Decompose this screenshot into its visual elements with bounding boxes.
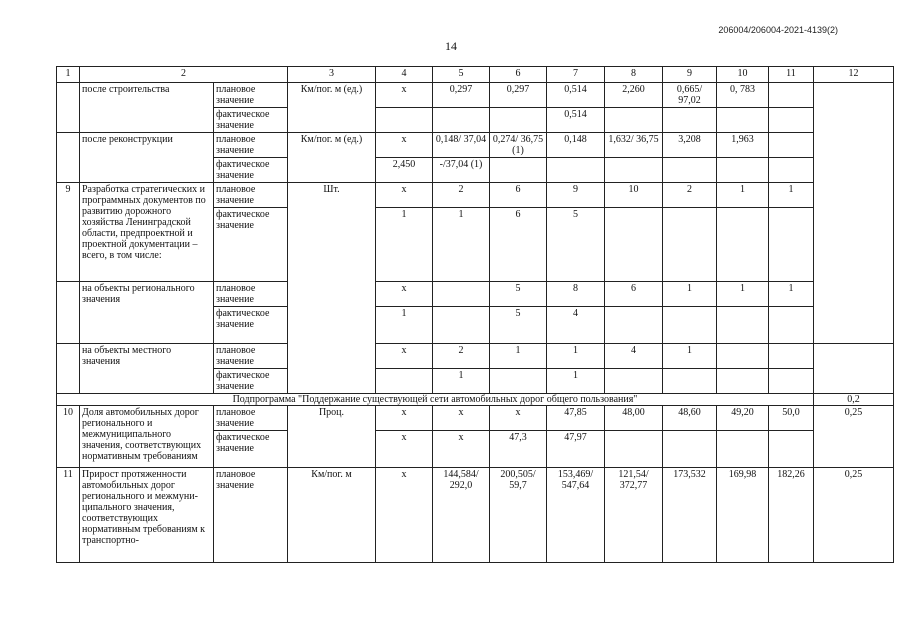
value-cell: 1 bbox=[717, 282, 769, 307]
table-row bbox=[57, 344, 894, 369]
row-number bbox=[57, 282, 80, 344]
value-type: фактическое значение bbox=[214, 158, 288, 183]
value-type: плановое значение bbox=[214, 133, 288, 158]
value-cell: х bbox=[376, 83, 433, 108]
value-cell: 0,148 bbox=[547, 133, 605, 158]
value-cell: 1,632/ 36,75 bbox=[605, 133, 663, 158]
value-cell bbox=[663, 208, 717, 282]
value-cell bbox=[605, 369, 663, 394]
header-cell: 9 bbox=[663, 67, 717, 83]
value-cell: 49,20 bbox=[717, 406, 769, 431]
value-cell: х bbox=[376, 282, 433, 307]
value-type: плановое значение bbox=[214, 83, 288, 108]
header-cell: 12 bbox=[814, 67, 894, 83]
row-number: 9 bbox=[57, 183, 80, 282]
header-cell: 7 bbox=[547, 67, 605, 83]
value-cell: 2 bbox=[663, 183, 717, 208]
value-cell: 0,514 bbox=[547, 108, 605, 133]
value-cell: х bbox=[376, 133, 433, 158]
table-row bbox=[57, 468, 894, 563]
value-cell: 200,505/ 59,7 bbox=[490, 468, 547, 563]
value-cell bbox=[605, 208, 663, 282]
unit: Шт. bbox=[288, 183, 376, 394]
value-cell: х bbox=[433, 431, 490, 468]
value-cell bbox=[717, 208, 769, 282]
value-cell: 5 bbox=[490, 282, 547, 307]
total-cell: 0,25 bbox=[814, 406, 894, 468]
value-cell: 5 bbox=[547, 208, 605, 282]
header-cell: 11 bbox=[769, 67, 814, 83]
value-cell bbox=[490, 158, 547, 183]
value-type: фактическое значение bbox=[214, 369, 288, 394]
value-cell bbox=[663, 369, 717, 394]
value-cell: 5 bbox=[490, 307, 547, 344]
total-cell bbox=[814, 83, 894, 344]
value-cell bbox=[547, 158, 605, 183]
header-cell: 2 bbox=[80, 67, 288, 83]
value-cell: 169,98 bbox=[717, 468, 769, 563]
value-type: плановое значение bbox=[214, 406, 288, 431]
value-cell: 0,665/ 97,02 bbox=[663, 83, 717, 108]
total-cell: 0,25 bbox=[814, 468, 894, 563]
row-number: 11 bbox=[57, 468, 80, 563]
value-cell: 1 bbox=[717, 183, 769, 208]
header-cell: 3 bbox=[288, 67, 376, 83]
value-cell: 153,469/ 547,64 bbox=[547, 468, 605, 563]
value-cell: 2 bbox=[433, 344, 490, 369]
unit: Проц. bbox=[288, 406, 376, 468]
row-number bbox=[57, 344, 80, 394]
value-cell bbox=[717, 307, 769, 344]
value-cell: 4 bbox=[605, 344, 663, 369]
row-number bbox=[57, 133, 80, 183]
value-cell: 48,60 bbox=[663, 406, 717, 431]
value-cell bbox=[490, 108, 547, 133]
indicator-name: Доля автомобильных дорог регионального и межмуниципального значения, соответствующих нормативным требованиям bbox=[80, 406, 214, 468]
value-cell: 1 bbox=[769, 282, 814, 307]
value-cell: 0, 783 bbox=[717, 83, 769, 108]
value-cell: 47,3 bbox=[490, 431, 547, 468]
indicator-name: на объекты местного значения bbox=[80, 344, 214, 394]
value-cell: 47,97 bbox=[547, 431, 605, 468]
document-id: 206004/206004-2021-4139(2) bbox=[718, 25, 838, 35]
value-cell: 6 bbox=[605, 282, 663, 307]
value-cell: 48,00 bbox=[605, 406, 663, 431]
value-cell: х bbox=[376, 183, 433, 208]
value-cell: 2,450 bbox=[376, 158, 433, 183]
value-cell bbox=[663, 158, 717, 183]
value-cell bbox=[605, 108, 663, 133]
subprogram-row bbox=[57, 394, 894, 406]
value-cell: 0,297 bbox=[490, 83, 547, 108]
value-cell bbox=[433, 282, 490, 307]
value-cell: 1 bbox=[547, 369, 605, 394]
value-cell: 182,26 bbox=[769, 468, 814, 563]
value-cell bbox=[769, 108, 814, 133]
value-type: плановое значение bbox=[214, 344, 288, 369]
indicators-table bbox=[56, 66, 894, 563]
value-cell: 8 bbox=[547, 282, 605, 307]
indicator-name: Разработка стратегических и программных документов по развитию дорожного хозяйства Ленинградской области, предпроектной и проектной документации – всего, в том числе: bbox=[80, 183, 214, 282]
value-cell bbox=[769, 431, 814, 468]
page-number: 14 bbox=[445, 39, 457, 53]
value-cell: 121,54/ 372,77 bbox=[605, 468, 663, 563]
table-row bbox=[57, 282, 894, 307]
value-type: фактическое значение bbox=[214, 431, 288, 468]
value-cell: х bbox=[376, 344, 433, 369]
unit: Км/пог. м (ед.) bbox=[288, 83, 376, 133]
indicator-name: на объекты регионального значения bbox=[80, 282, 214, 344]
value-cell bbox=[433, 108, 490, 133]
value-cell bbox=[490, 369, 547, 394]
header-cell: 10 bbox=[717, 67, 769, 83]
value-cell: 4 bbox=[547, 307, 605, 344]
value-cell: 1 bbox=[490, 344, 547, 369]
value-cell: х bbox=[376, 468, 433, 563]
value-type: плановое значение bbox=[214, 282, 288, 307]
unit: Км/пог. м (ед.) bbox=[288, 133, 376, 183]
header-cell: 8 bbox=[605, 67, 663, 83]
total-cell: 0,2 bbox=[814, 394, 894, 406]
row-number: 10 bbox=[57, 406, 80, 468]
value-cell bbox=[769, 307, 814, 344]
value-cell: 0,514 bbox=[547, 83, 605, 108]
value-cell bbox=[769, 83, 814, 108]
value-cell bbox=[605, 431, 663, 468]
row-number bbox=[57, 83, 80, 133]
value-cell: 47,85 bbox=[547, 406, 605, 431]
value-cell bbox=[663, 307, 717, 344]
value-cell: х bbox=[376, 406, 433, 431]
value-cell bbox=[717, 369, 769, 394]
value-cell: 0,148/ 37,04 bbox=[433, 133, 490, 158]
value-cell: 2 bbox=[433, 183, 490, 208]
value-cell bbox=[376, 369, 433, 394]
value-cell: 1 bbox=[663, 282, 717, 307]
header-cell: 6 bbox=[490, 67, 547, 83]
table-row bbox=[57, 83, 894, 108]
value-cell bbox=[605, 158, 663, 183]
value-cell bbox=[605, 307, 663, 344]
value-cell bbox=[769, 369, 814, 394]
value-cell: 0,297 bbox=[433, 83, 490, 108]
value-cell bbox=[717, 344, 769, 369]
header-cell: 4 bbox=[376, 67, 433, 83]
value-cell: 1 bbox=[663, 344, 717, 369]
value-cell bbox=[433, 307, 490, 344]
table-row bbox=[57, 406, 894, 431]
value-cell: 6 bbox=[490, 208, 547, 282]
indicator-name: после реконструкции bbox=[80, 133, 214, 183]
value-cell bbox=[663, 108, 717, 133]
header-cell: 5 bbox=[433, 67, 490, 83]
value-cell: х bbox=[490, 406, 547, 431]
value-cell: 6 bbox=[490, 183, 547, 208]
value-cell: 1 bbox=[376, 307, 433, 344]
value-cell: 1 bbox=[433, 369, 490, 394]
value-cell: 3,208 bbox=[663, 133, 717, 158]
value-type: фактическое значение bbox=[214, 108, 288, 133]
value-cell bbox=[376, 108, 433, 133]
value-cell: 2,260 bbox=[605, 83, 663, 108]
value-cell: 1 bbox=[547, 344, 605, 369]
value-cell bbox=[717, 108, 769, 133]
value-cell bbox=[717, 431, 769, 468]
table-row bbox=[57, 133, 894, 158]
value-type: фактическое значение bbox=[214, 307, 288, 344]
value-cell: 1 bbox=[769, 183, 814, 208]
subprogram-title: Подпрограмма "Поддержание существующей сети автомобильных дорог общего пользования" bbox=[57, 394, 814, 406]
value-cell: 1 bbox=[376, 208, 433, 282]
indicator-name: Прирост протяженности автомобильных дорог регионального и межмуни-ципального значения, соответствующих нормативным требованиям к транспортно- bbox=[80, 468, 214, 563]
value-type: плановое значение bbox=[214, 183, 288, 208]
value-cell: 10 bbox=[605, 183, 663, 208]
value-cell: -/37,04 (1) bbox=[433, 158, 490, 183]
value-cell: 144,584/ 292,0 bbox=[433, 468, 490, 563]
value-cell bbox=[663, 431, 717, 468]
value-cell: 1 bbox=[433, 208, 490, 282]
table-row bbox=[57, 183, 894, 208]
value-type: фактическое значение bbox=[214, 208, 288, 282]
value-type: плановое значение bbox=[214, 468, 288, 563]
value-cell bbox=[769, 158, 814, 183]
value-cell bbox=[769, 133, 814, 158]
header-cell: 1 bbox=[57, 67, 80, 83]
value-cell bbox=[769, 208, 814, 282]
value-cell: х bbox=[433, 406, 490, 431]
indicator-name: после строительства bbox=[80, 83, 214, 133]
value-cell bbox=[769, 344, 814, 369]
value-cell: 173,532 bbox=[663, 468, 717, 563]
value-cell: х bbox=[376, 431, 433, 468]
value-cell: 0,274/ 36,75 (1) bbox=[490, 133, 547, 158]
value-cell: 50,0 bbox=[769, 406, 814, 431]
unit: Км/пог. м bbox=[288, 468, 376, 563]
value-cell bbox=[717, 158, 769, 183]
header-row bbox=[57, 67, 894, 83]
value-cell: 9 bbox=[547, 183, 605, 208]
value-cell: 1,963 bbox=[717, 133, 769, 158]
